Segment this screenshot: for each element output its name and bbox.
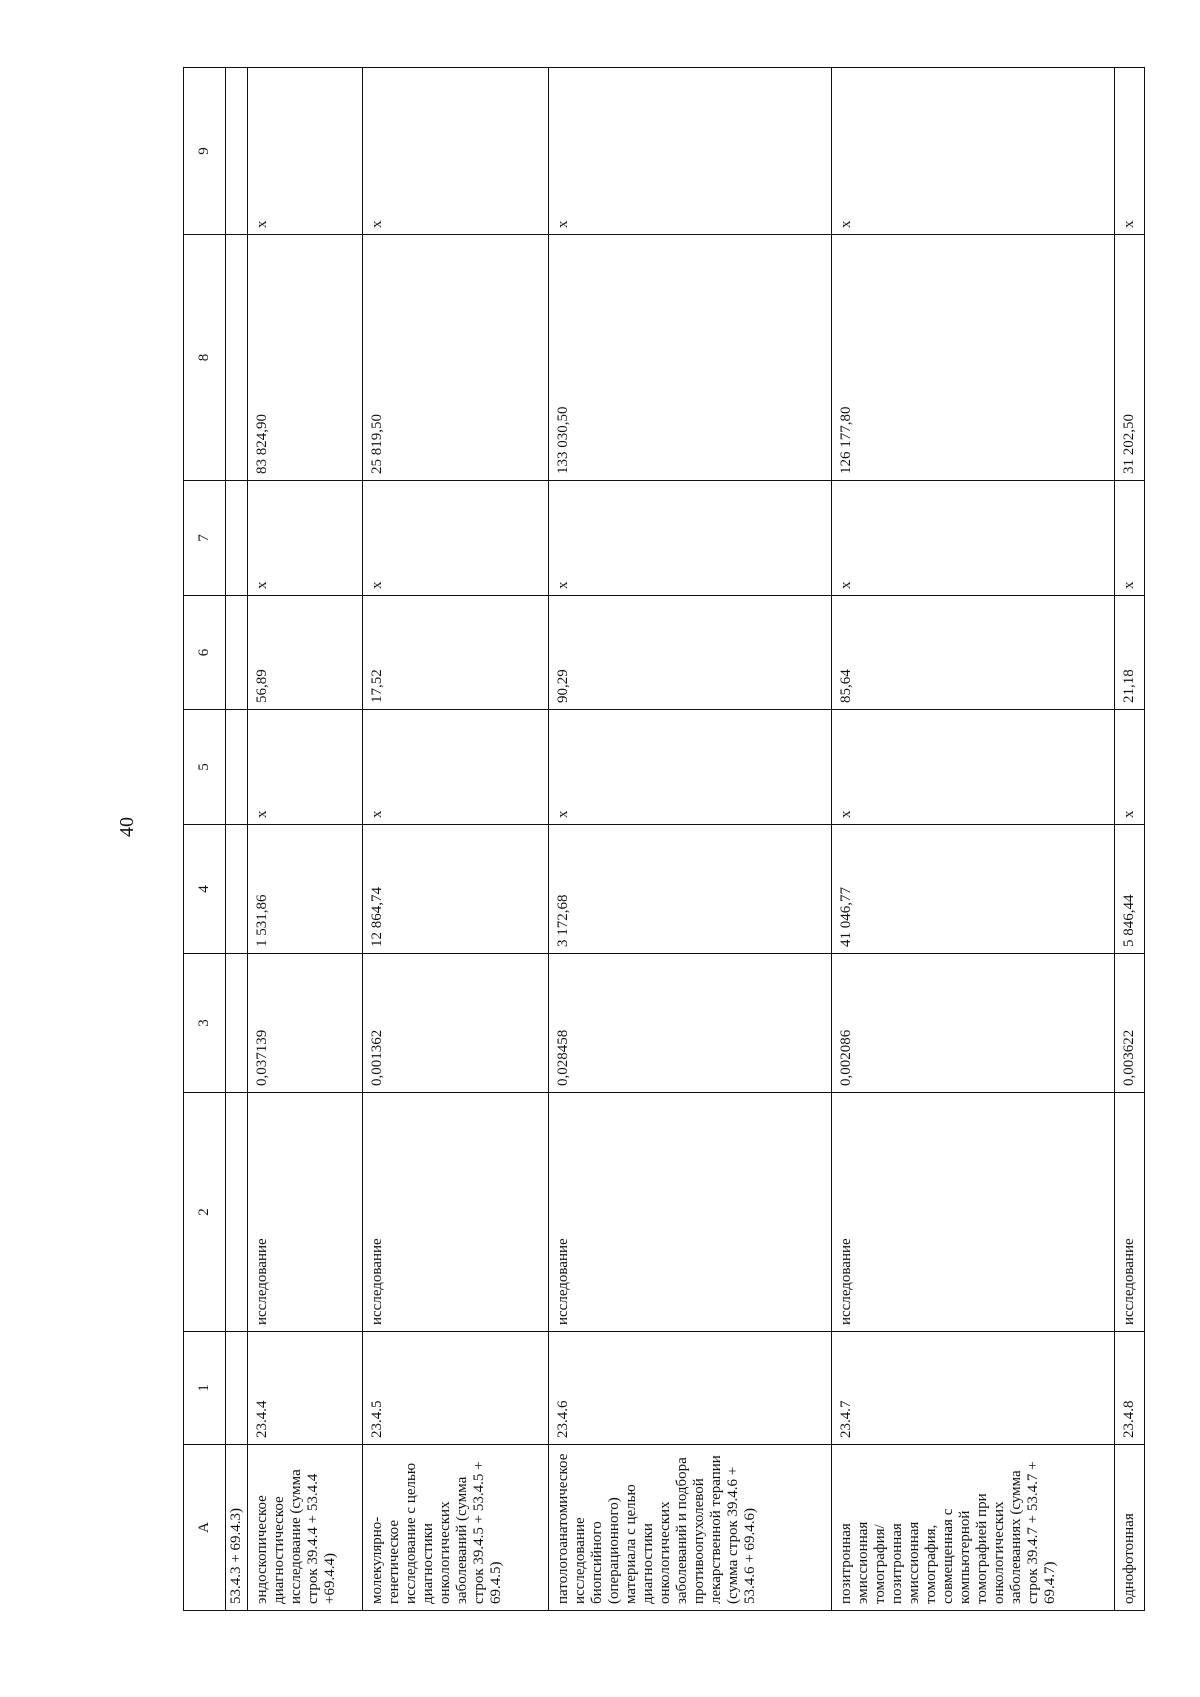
cell-description: патологоанатомическое исследование биопсийного (операционного) материала с целью диагностики онкологических заболеваний и подбора противоопухолевой лекарственной терапии (сумма строк 39.4.6 + 53.4.6 + 69.4.6) bbox=[549, 1445, 832, 1611]
cell-description: позитронная эмиссионная томография/позитронная эмиссионная томография, совмещенная с компьютерной томографией при онкологических заболеваниях (сумма строк 39.4.7 + 53.4.7 + 69.4.7) bbox=[832, 1445, 1115, 1611]
cell-unit: исследование bbox=[832, 1093, 1115, 1332]
cell-col9: x bbox=[363, 68, 549, 235]
cell-col9: x bbox=[248, 68, 363, 235]
cell-code: 23.4.4 bbox=[248, 1332, 363, 1445]
cell-col4: 12 864,74 bbox=[363, 825, 549, 954]
cell-col5: x bbox=[549, 710, 832, 825]
header-cell: 2 bbox=[184, 1093, 226, 1332]
cell-col7: x bbox=[832, 481, 1115, 596]
cell-col5: x bbox=[832, 710, 1115, 825]
header-cell: 4 bbox=[184, 825, 226, 954]
tariff-table bbox=[183, 67, 1145, 1611]
document-table-container bbox=[183, 68, 1143, 1611]
cell-description: эндоскопическое диагностическое исследование (сумма строк 39.4.4 + 53.4.4 +69.4.4) bbox=[248, 1445, 363, 1611]
cell-col9: x bbox=[1115, 68, 1145, 235]
cell-col6: 85,64 bbox=[832, 596, 1115, 710]
cell-col3: 0,003622 bbox=[1115, 954, 1145, 1093]
cell-col6: 56,89 bbox=[248, 596, 363, 710]
table-row bbox=[363, 68, 549, 1611]
cell-unit: исследование bbox=[248, 1093, 363, 1332]
header-cell: 9 bbox=[184, 68, 226, 235]
header-cell: 8 bbox=[184, 235, 226, 481]
cell-col6: 17,52 bbox=[363, 596, 549, 710]
cell-col8: 126 177,80 bbox=[832, 235, 1115, 481]
cell-col7: x bbox=[1115, 481, 1145, 596]
cell-code: 23.4.7 bbox=[832, 1332, 1115, 1445]
page-number: 40 bbox=[116, 817, 138, 837]
header-cell: 5 bbox=[184, 710, 226, 825]
cell-col5: x bbox=[363, 710, 549, 825]
cell-description: однофотонная bbox=[1115, 1445, 1145, 1611]
cell-col8: 25 819,50 bbox=[363, 235, 549, 481]
cell-col3: 0,037139 bbox=[248, 954, 363, 1093]
header-cell: 7 bbox=[184, 481, 226, 596]
cell-unit: исследование bbox=[1115, 1093, 1145, 1332]
table-row bbox=[248, 68, 363, 1611]
cell-col8: 83 824,90 bbox=[248, 235, 363, 481]
cell-col4: 3 172,68 bbox=[549, 825, 832, 954]
cell-col3: 0,002086 bbox=[832, 954, 1115, 1093]
table-row bbox=[1115, 68, 1145, 1611]
cell-code: 23.4.8 bbox=[1115, 1332, 1145, 1445]
cell-col4: 5 846,44 bbox=[1115, 825, 1145, 954]
cell-col6: 21,18 bbox=[1115, 596, 1145, 710]
cell-col7: x bbox=[363, 481, 549, 596]
cell-col4: 41 046,77 bbox=[832, 825, 1115, 954]
table-row bbox=[549, 68, 832, 1611]
table-header-row bbox=[184, 68, 226, 1611]
cell-col7: x bbox=[248, 481, 363, 596]
header-cell: 6 bbox=[184, 596, 226, 710]
cell-col3: 0,001362 bbox=[363, 954, 549, 1093]
cell-code: 23.4.6 bbox=[549, 1332, 832, 1445]
header-cell: 1 bbox=[184, 1332, 226, 1445]
cell-code: 23.4.5 bbox=[363, 1332, 549, 1445]
cell-col5: x bbox=[248, 710, 363, 825]
cell-col8: 133 030,50 bbox=[549, 235, 832, 481]
cell-unit: исследование bbox=[363, 1093, 549, 1332]
cell-col3: 0,028458 bbox=[549, 954, 832, 1093]
continuation-row bbox=[226, 68, 248, 1611]
cell-col9: x bbox=[832, 68, 1115, 235]
cell-unit: исследование bbox=[549, 1093, 832, 1332]
header-cell: 3 bbox=[184, 954, 226, 1093]
table-row bbox=[832, 68, 1115, 1611]
cell-col7: x bbox=[549, 481, 832, 596]
cell-col6: 90,29 bbox=[549, 596, 832, 710]
cell-col4: 1 531,86 bbox=[248, 825, 363, 954]
cell-description: молекулярно-генетическое исследование с целью диагностики онкологических заболеваний (сумма строк 39.4.5 + 53.4.5 + 69.4.5) bbox=[363, 1445, 549, 1611]
continuation-cell: 53.4.3 + 69.4.3) bbox=[226, 1445, 248, 1611]
cell-col9: x bbox=[549, 68, 832, 235]
header-cell: A bbox=[184, 1445, 226, 1611]
cell-col8: 31 202,50 bbox=[1115, 235, 1145, 481]
cell-col5: x bbox=[1115, 710, 1145, 825]
